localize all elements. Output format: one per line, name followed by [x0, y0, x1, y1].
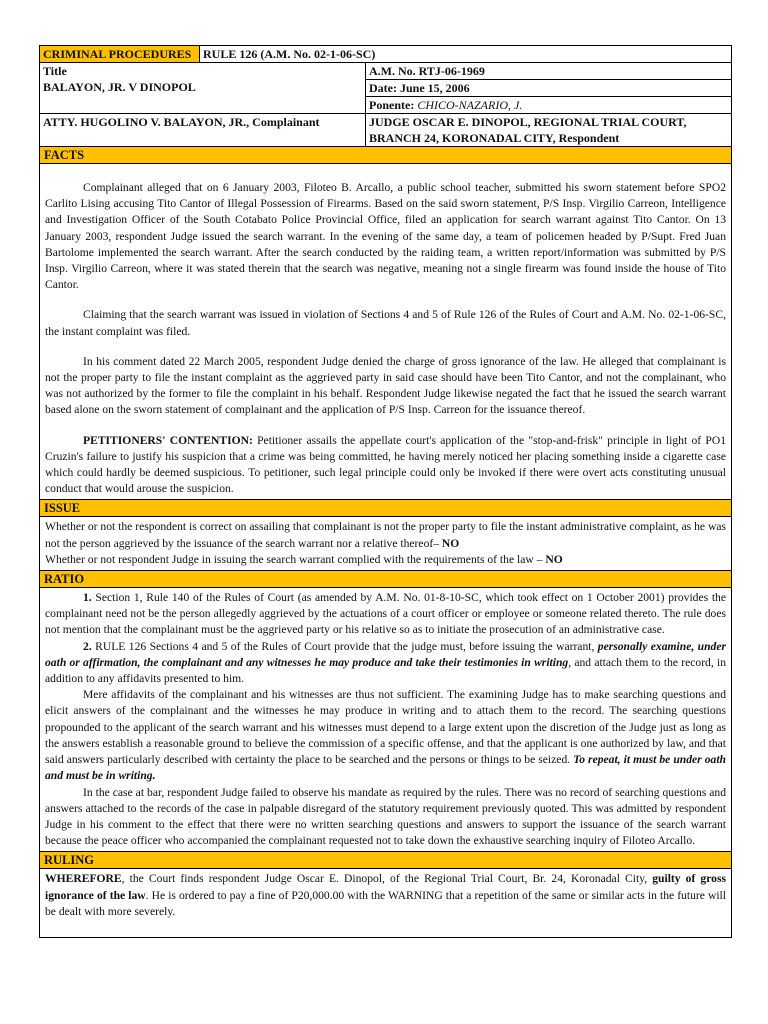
ratio-heading: RATIO — [40, 571, 732, 588]
ruling-verdict: guilty of gross ignorance of the law — [45, 872, 726, 902]
ratio-text: Section 1, Rule 140 of the Rules of Court (as amended by A.M. No. 01-8-10-SC, which took effect on 1 October 2001) provides the complainant need not be the person allegedly aggrieved by the actuations of a court officer or employee or someone related thereto. The rule does not mention that the complainant must be the aggrieved party or his relative so as to initiate the prosecution of an administrative case. — [45, 591, 726, 637]
case-digest-table — [39, 45, 732, 938]
contention-text: Petitioner assails the appellate court's application of the "stop-and-frisk" principle in light of PO1 Cruzin's failure to justify his suspicion that a crime was being committed, he having merely noticed her placing something inside a cigarette case which could hardly be deemed suspicious. To petitioner, such legal principle could only be invoked if there were overt acts constituting unusual conduct that would arouse the suspicion. — [45, 433, 726, 496]
contention-lead: PETITIONERS' CONTENTION: — [83, 433, 253, 447]
ratio-emphasis: personally examine, under oath or affirmation, the complainant and any witnesses he may produce and take their testimonies in writing — [45, 639, 726, 669]
ratio-text: Mere affidavits of the complainant and his witnesses are thus not sufficient. The examining Judge has to make searching questions and elicit answers of the complainant and the witnesses he may produce in writing and to attach them to the record. The searching questions propounded to the applicant of the search warrant and his witnesses must depend to a large extent upon the discretion of the Judge just as long as the answers establish a reasonable ground to believe the commission of a specific offense, and that the applicant is one authorized by law, and that said answers particularly described with certainty the place to be searched and the persons or things to be seized. — [45, 688, 726, 767]
issue-answer: NO — [545, 552, 563, 566]
ratio-paragraph — [45, 590, 726, 639]
issue-item — [45, 552, 726, 568]
ratio-body — [40, 588, 732, 852]
contention-paragraph — [45, 433, 726, 498]
title-cell — [40, 63, 366, 114]
ratio-number: 1. — [83, 591, 92, 605]
rule-cell: RULE 126 (A.M. No. 02-1-06-SC) — [200, 46, 732, 63]
ruling-paragraph — [45, 871, 726, 920]
facts-body — [40, 164, 732, 500]
ponente-name: CHICO-NAZARIO, J. — [417, 98, 523, 112]
ratio-number: 2. — [83, 639, 92, 653]
facts-paragraph: Claiming that the search warrant was issued in violation of Sections 4 and 5 of Rule 126 of the Rules of Court and A.M. No. 02-1-06-SC, the instant complaint was filed. — [45, 308, 726, 338]
ponente-cell — [366, 97, 732, 114]
ruling-lead: WHEREFORE — [45, 872, 122, 886]
respondent-cell: JUDGE OSCAR E. DINOPOL, REGIONAL TRIAL COURT, BRANCH 24, KORONADAL CITY, Respondent — [366, 114, 732, 147]
facts-heading: FACTS — [40, 147, 732, 164]
ratio-paragraph — [45, 687, 726, 784]
ratio-paragraph — [45, 639, 726, 688]
issue-item — [45, 519, 726, 551]
ratio-text: RULE 126 Sections 4 and 5 of the Rules of Court provide that the judge must, before issuing the warrant, — [91, 639, 598, 653]
ruling-text: . He is ordered to pay a fine of P20,000.00 with the WARNING that a repetition of the same or similar acts in the future will be dealt with more severely. — [45, 888, 726, 918]
ratio-text: , and attach them to the record, in addition to any affidavits presented to him. — [45, 655, 726, 686]
ruling-body — [40, 869, 732, 938]
facts-paragraph: Complainant alleged that on 6 January 2003, Filoteo B. Arcallo, a public school teacher, submitted his sworn statement before SPO2 Carlito Lising accusing Tito Cantor of Illegal Possession of Firearms. Based on the said sworn statement, P/S Insp. Virgilio Carreon, Intelligence and Investigation Officer of the South Cotabato Police Provincial Office, filed an application for search warrant against Tito Cantor. On 13 January 2003, respondent Judge issued the search warrant. In the evening of the same day, a team of policemen headed by P/Supt. Fred Juan Bartolome implemented the search warrant. After the search conducted by the raiding team, a written report/information was submitted by P/S Insp. Virgilio Carreon, where it was stated therein that the search was negative, meaning not a single firearm was found inside the house of Tito Cantor. — [45, 181, 726, 292]
issue-heading: ISSUE — [40, 500, 732, 517]
decision-date: Date: June 15, 2006 — [366, 80, 732, 97]
facts-paragraph: In his comment dated 22 March 2005, respondent Judge denied the charge of gross ignorance of the law. He alleged that complainant is not the proper party to file the instant complaint as the aggrieved party in said case should have been Tito Cantor, and not the complainant, who was not authorized by the former to file the complaint in his behalf. Respondent Judge likewise negated the fact that he issued the search warrant based alone on the sworn statement of complainant and the application of P/S Insp. Carreon for the issuance thereof. — [45, 354, 726, 417]
issue-question: Whether or not respondent Judge in issuing the search warrant complied with the requirements of the law – — [45, 552, 546, 566]
issue-question: Whether or not the respondent is correct on assailing that complainant is not the proper party to file the instant administrative complaint, as he was not the person aggrieved by the issuance of the search warrant nor a relative thereof– — [45, 520, 726, 550]
category-cell: CRIMINAL PROCEDURES — [40, 46, 200, 63]
ratio-paragraph: In the case at bar, respondent Judge failed to observe his mandate as required by the rules. There was no record of searching questions and answers attached to the records of the case in palpable disregard of the statutory requirement previously quoted. This was admitted by respondent Judge in his comment to the effect that there were no written searching questions and answers to support the issuance of the search warrant because the peace officer who accompanied the complainant requested not to take down the exhaustive searching inquiry of Filoteo Arcallo. — [45, 785, 726, 848]
ratio-emphasis: To repeat, it must be under oath and must be in writing. — [45, 753, 727, 783]
ruling-heading: RULING — [40, 852, 732, 869]
ruling-text: , the Court finds respondent Judge Oscar E. Dinopol, of the Regional Trial Court, Br. 24, Koronadal City, — [121, 872, 653, 886]
am-number: A.M. No. RTJ-06-1969 — [366, 63, 732, 80]
issue-body — [40, 517, 732, 571]
case-title: BALAYON, JR. V DINOPOL — [43, 80, 196, 94]
ponente-label: Ponente: — [369, 98, 418, 112]
issue-answer: NO — [441, 536, 460, 550]
case-digest-sheet — [39, 45, 732, 938]
title-label: Title — [43, 64, 67, 78]
complainant-cell: ATTY. HUGOLINO V. BALAYON, JR., Complainant — [40, 114, 366, 147]
